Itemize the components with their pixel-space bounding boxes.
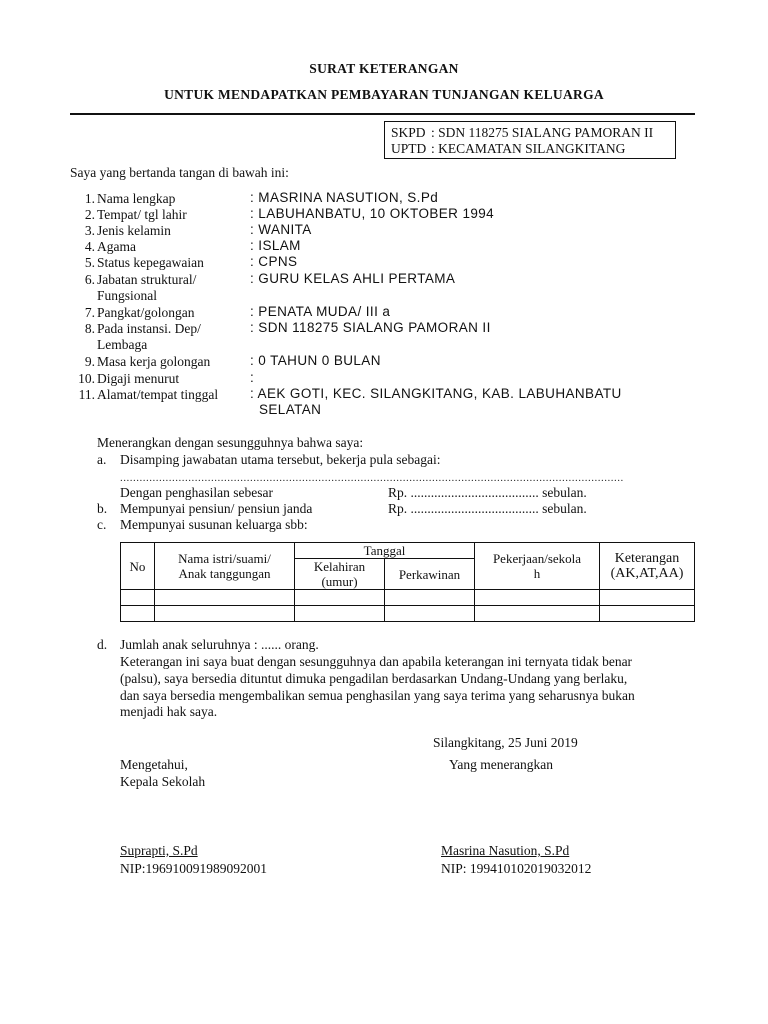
field-value: : 0 TAHUN 0 BULAN <box>250 353 381 368</box>
field-value: : CPNS <box>250 254 298 269</box>
table-cell <box>121 590 155 606</box>
field-label: Jabatan struktural/ <box>97 272 197 287</box>
item-number: 9. <box>84 354 95 369</box>
header-birth-line1: Kelahiran <box>313 559 366 574</box>
declarant-nip: NIP: 199410102019032012 <box>441 861 592 876</box>
declarant-label: Yang menerangkan <box>449 757 553 772</box>
item-number: 7. <box>84 305 95 320</box>
field-label-continued: Lembaga <box>97 337 148 352</box>
principal-nip: NIP:196910091989092001 <box>120 861 268 876</box>
field-label: Agama <box>97 239 136 254</box>
field-label: Alamat/tempat tinggal <box>97 387 219 402</box>
family-label: Mempunyai susunan keluarga sbb: <box>120 517 308 532</box>
table-row <box>121 590 695 606</box>
field-value: : PENATA MUDA/ III a <box>250 304 391 319</box>
field-value: : AEK GOTI, KEC. SILANGKITANG, KAB. LABUHANBATU <box>250 386 622 401</box>
children-count-text: Jumlah anak seluruhnya : ...... orang. <box>120 637 319 652</box>
pension-label: Mempunyai pensiun/ pensiun janda <box>120 501 313 516</box>
table-cell <box>385 606 475 622</box>
table-row <box>121 606 695 622</box>
title-divider <box>70 113 695 115</box>
uptd-label: UPTD <box>391 141 427 156</box>
header-birth <box>295 559 385 590</box>
acknowledged-label: Mengetahui, <box>120 757 188 772</box>
item-number: 6. <box>84 272 95 287</box>
side-job-dotted-line: ........................................................................................................................................................... <box>120 472 624 484</box>
field-value: : WANITA <box>250 222 312 237</box>
field-value: : <box>250 370 255 385</box>
field-value: : LABUHANBATU, 10 OKTOBER 1994 <box>250 206 495 221</box>
field-value: : SDN 118275 SIALANG PAMORAN II <box>250 320 491 335</box>
header-job <box>475 543 600 590</box>
item-number: 4. <box>84 239 95 254</box>
skpd-box <box>384 121 676 159</box>
table-cell <box>475 590 600 606</box>
table-cell <box>121 606 155 622</box>
field-label: Pada instansi. Dep/ <box>97 321 201 336</box>
field-label: Digaji menurut <box>97 371 180 386</box>
table-cell <box>295 590 385 606</box>
income-amount: Rp. ...................................... sebulan. <box>388 485 587 500</box>
item-number: 3. <box>84 223 95 238</box>
header-no: No <box>121 543 155 590</box>
field-label: Tempat/ tgl lahir <box>97 207 187 222</box>
item-number: 5. <box>84 255 95 270</box>
header-job-line2: h <box>533 566 541 581</box>
header-note-line2: (AK,AT,AA) <box>610 566 684 581</box>
header-note <box>600 543 695 590</box>
item-number: 2. <box>84 207 95 222</box>
header-note-line1: Keterangan <box>614 551 680 566</box>
table-cell <box>295 606 385 622</box>
item-number: 1. <box>84 191 95 206</box>
item-number: 11. <box>78 387 95 402</box>
header-birth-line2: (umur) <box>321 574 358 589</box>
income-label: Dengan penghasilan sebesar <box>120 485 273 500</box>
principal-title: Kepala Sekolah <box>120 774 206 789</box>
family-table <box>120 542 695 622</box>
closing-line: Keterangan ini saya buat dengan sesungguhnya dan apabila keterangan ini ternyata tidak benar <box>120 654 633 669</box>
table-cell <box>385 590 475 606</box>
closing-line: dan saya bersedia mengembalikan semua penghasilan yang saya terima yang seharusnya bukan <box>120 688 635 703</box>
declarant-name: Masrina Nasution, S.Pd <box>441 843 570 858</box>
field-label: Masa kerja golongan <box>97 354 211 369</box>
table-cell <box>155 606 295 622</box>
document-title: SURAT KETERANGAN <box>309 61 459 76</box>
field-label: Status kepegawaian <box>97 255 204 270</box>
table-cell <box>475 606 600 622</box>
field-label-continued: Fungsional <box>97 288 158 303</box>
principal-name: Suprapti, S.Pd <box>120 843 198 858</box>
field-label: Jenis kelamin <box>97 223 171 238</box>
item-letter: d. <box>97 637 108 652</box>
field-value: : ISLAM <box>250 238 301 253</box>
item-letter: c. <box>97 517 107 532</box>
header-name-line1: Nama istri/suami/ <box>178 551 271 566</box>
document-subtitle: UNTUK MENDAPATKAN PEMBAYARAN TUNJANGAN KELUARGA <box>164 87 604 102</box>
table-header-row <box>121 543 695 559</box>
closing-line: menjadi hak saya. <box>120 704 218 719</box>
closing-line: (palsu), saya bersedia dituntut dimuka pengadilan berdasarkan Undang-Undang yang berlaku, <box>120 671 628 686</box>
intro-text: Saya yang bertanda tangan di bawah ini: <box>70 165 289 180</box>
field-value: : GURU KELAS AHLI PERTAMA <box>250 271 456 286</box>
item-letter: a. <box>97 452 107 467</box>
skpd-label: SKPD <box>391 125 426 140</box>
skpd-value: : SDN 118275 SIALANG PAMORAN II <box>431 125 654 140</box>
field-value: : MASRINA NASUTION, S.Pd <box>250 190 439 205</box>
uptd-value: : KECAMATAN SILANGKITANG <box>431 141 626 156</box>
item-letter: b. <box>97 501 108 516</box>
header-marriage: Perkawinan <box>385 559 475 590</box>
field-value-continued: SELATAN <box>259 402 322 417</box>
item-number: 8. <box>84 321 95 336</box>
declaration-text: Menerangkan dengan sesungguhnya bahwa saya: <box>97 435 364 450</box>
header-date: Tanggal <box>295 543 475 559</box>
field-label: Pangkat/golongan <box>97 305 195 320</box>
header-name-line2: Anak tanggungan <box>178 566 271 581</box>
table-cell <box>600 606 695 622</box>
table-cell <box>600 590 695 606</box>
item-number: 10. <box>78 371 95 386</box>
header-name <box>155 543 295 590</box>
place-date: Silangkitang, 25 Juni 2019 <box>433 735 578 750</box>
header-job-line1: Pekerjaan/sekola <box>492 551 582 566</box>
field-label: Nama lengkap <box>97 191 176 206</box>
table-cell <box>155 590 295 606</box>
side-job-text: Disamping jawabatan utama tersebut, bekerja pula sebagai: <box>120 452 441 467</box>
pension-amount: Rp. ...................................... sebulan. <box>388 501 587 516</box>
